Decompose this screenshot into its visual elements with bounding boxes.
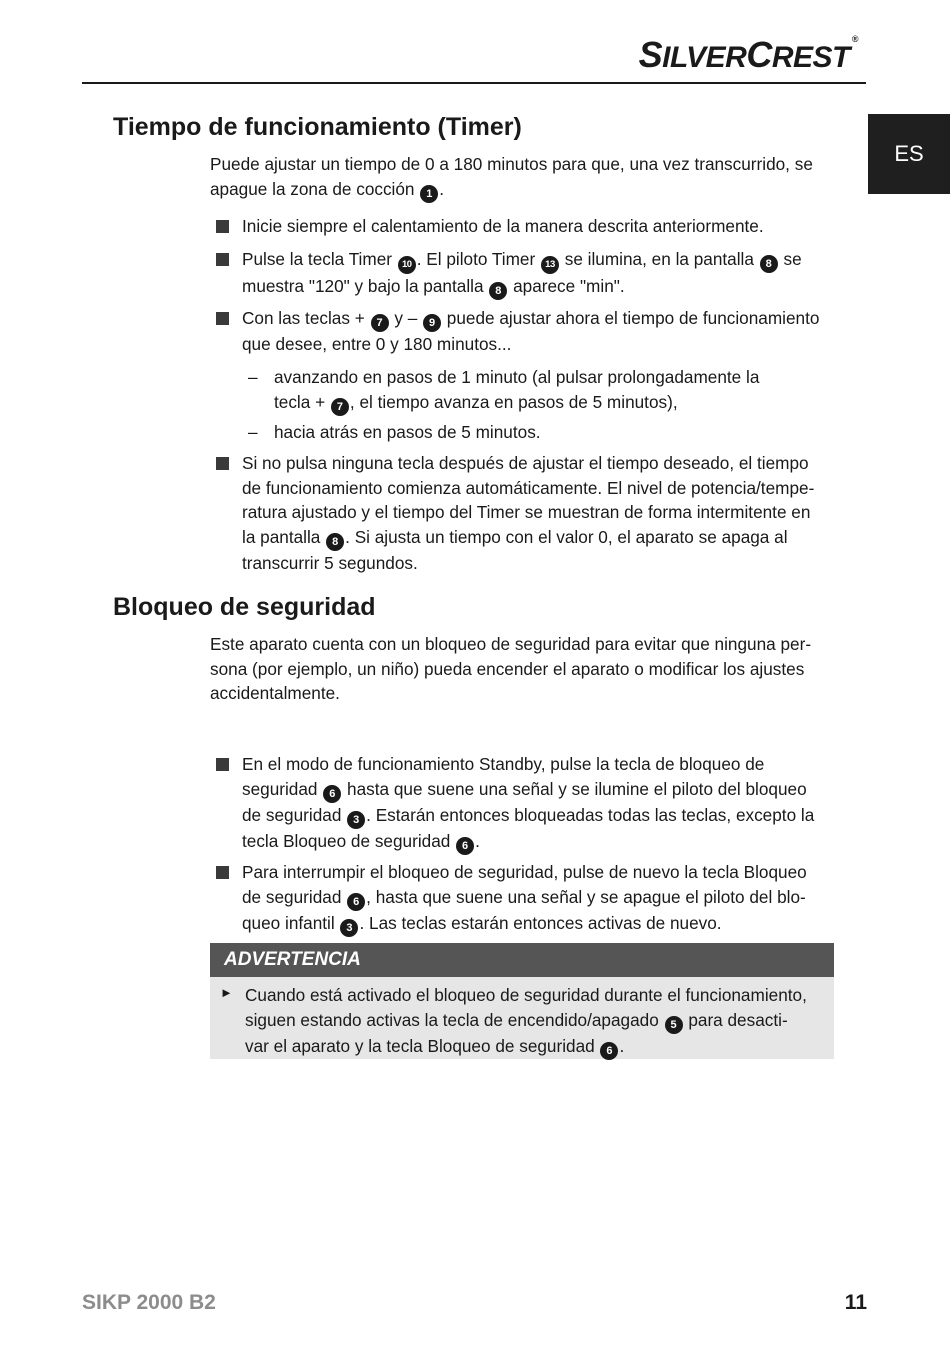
warning-header: ADVERTENCIA <box>210 943 834 977</box>
ref-number: 6 <box>456 837 474 855</box>
ref-number: 7 <box>371 314 389 332</box>
ref-number: 9 <box>423 314 441 332</box>
bullet-square-icon <box>216 866 229 879</box>
ref-number: 13 <box>541 256 559 274</box>
warning-text: Cuando está activado el bloqueo de seguridad durante el funcionamiento, siguen estando activas la tecla de encendido/apagado 5 para desacti- var el aparato y la tecla Bloqueo de seguridad 6 . <box>245 983 825 1060</box>
ref-number: 10 <box>398 256 416 274</box>
ref-number: 6 <box>323 785 341 803</box>
page-number: 11 <box>844 1291 867 1314</box>
brand-logo: SILVERCREST® <box>638 34 858 75</box>
list-item: Inicie siempre el calentamiento de la manera descrita anteriormente. <box>216 214 836 239</box>
ref-number: 3 <box>340 919 358 937</box>
ref-number: 8 <box>326 533 344 551</box>
list-item: Si no pulsa ninguna tecla después de ajustar el tiempo deseado, el tiempo de funcionamiento comienza automáticamente. El nivel de potencia/tempe- ratura ajustado y el tiempo del Timer se muestran de forma intermitente en la pantalla 8 . Si ajusta un tiempo con el valor 0, el aparato se apaga al transcurrir 5 segundos. <box>216 451 836 575</box>
sub-list-item: – hacia atrás en pasos de 5 minutos. <box>248 422 541 442</box>
ref-number: 6 <box>600 1042 618 1060</box>
bullet-square-icon <box>216 253 229 266</box>
section-title-timer: Tiempo de funcionamiento (Timer) <box>113 113 522 141</box>
sub-list-item: – avanzando en pasos de 1 minuto (al pulsar prolongadamente la tecla + 7 , el tiempo avanza en pasos de 5 minutos), <box>248 365 808 416</box>
ref-number: 8 <box>760 255 778 273</box>
header-rule <box>82 82 866 84</box>
list-item: En el modo de funcionamiento Standby, pulse la tecla de bloqueo de seguridad 6 hasta que suene una señal y se ilumine el piloto del bloqueo de seguridad 3 . Estarán entonces bloqueadas todas las teclas, excepto la tecla Bloqueo de seguridad 6 . <box>216 752 836 855</box>
timer-intro: Puede ajustar un tiempo de 0 a 180 minutos para que, una vez transcurrido, se apague la zona de cocción 1 . <box>210 152 835 203</box>
arrow-right-icon: ► <box>220 985 233 1000</box>
bullet-square-icon <box>216 457 229 470</box>
footer-model: SIKP 2000 B2 <box>82 1291 216 1314</box>
ref-number: 6 <box>347 893 365 911</box>
bullet-square-icon <box>216 220 229 233</box>
bullet-square-icon <box>216 312 229 325</box>
language-tab: ES <box>868 114 950 194</box>
list-item: Con las teclas + 7 y – 9 puede ajustar ahora el tiempo de funcionamiento que desee, entre 0 y 180 minutos... <box>216 306 836 357</box>
warning-body <box>210 977 834 1059</box>
ref-number: 3 <box>347 811 365 829</box>
lock-intro: Este aparato cuenta con un bloqueo de seguridad para evitar que ninguna per- sona (por ejemplo, un niño) pueda encender el aparato o modificar los ajustes accidentalmente. <box>210 634 812 703</box>
bullet-square-icon <box>216 758 229 771</box>
list-item: Para interrumpir el bloqueo de seguridad, pulse de nuevo la tecla Bloqueo de seguridad 6 , hasta que suene una señal y se apague el piloto del blo- queo infantil 3 . Las teclas estarán entonces activas de nuevo. <box>216 860 836 937</box>
ref-number: 5 <box>665 1016 683 1034</box>
section-title-lock: Bloqueo de seguridad <box>113 593 376 621</box>
ref-number: 1 <box>420 185 438 203</box>
ref-number: 7 <box>331 398 349 416</box>
list-item: Pulse la tecla Timer 10 . El piloto Timer 13 se ilumina, en la pantalla 8 se muestra "120" y bajo la pantalla 8 aparece "min". <box>216 247 836 300</box>
ref-number: 8 <box>489 282 507 300</box>
